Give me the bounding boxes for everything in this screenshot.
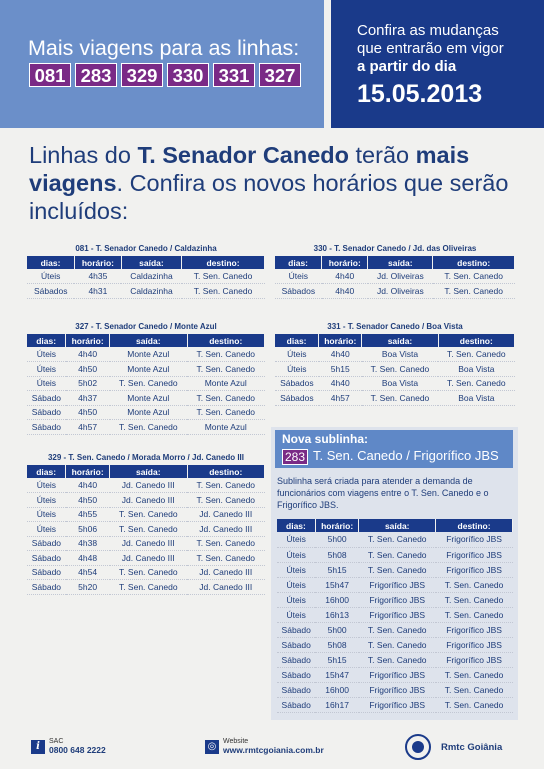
line-chip: 327 [259, 63, 301, 87]
table-cell: Úteis [27, 493, 66, 508]
table-row [277, 652, 513, 667]
table-cell: T. Sen. Canedo [436, 577, 513, 592]
column-header: horário: [74, 256, 121, 269]
table-header-row [275, 256, 515, 269]
table-cell: 15h47 [315, 577, 358, 592]
schedule-grid [27, 256, 265, 299]
column-header: destino: [436, 519, 513, 532]
notice-line-1: Confira as mudanças [357, 22, 499, 39]
table-cell: Úteis [277, 547, 315, 562]
table-cell: 16h13 [315, 607, 358, 622]
schedule-table-331 [275, 322, 515, 406]
table-row [27, 551, 265, 566]
brand-name: Rmtc Goiânia [441, 741, 503, 753]
column-header: horário: [66, 334, 110, 347]
table-cell: T. Sen. Canedo [359, 622, 436, 637]
table-cell: Frigorífico JBS [359, 697, 436, 712]
rmtc-logo-icon [405, 734, 431, 760]
table-row [275, 376, 515, 391]
table-caption: 330 - T. Senador Canedo / Jd. das Oliveiras [313, 244, 477, 253]
table-row [277, 637, 513, 652]
column-header: destino: [438, 334, 514, 347]
table-row [27, 493, 265, 508]
nova-sublinha-banner [275, 430, 513, 468]
table-cell: Sábado [27, 391, 66, 406]
table-cell: 4h55 [66, 507, 110, 522]
table-header-row [27, 256, 265, 269]
table-cell: 4h40 [319, 347, 362, 362]
table-cell: T. Sen. Canedo [438, 376, 514, 391]
table-cell: Frigorífico JBS [436, 532, 513, 547]
table-cell: Boa Vista [362, 347, 438, 362]
table-cell: T. Sen. Canedo [187, 536, 265, 551]
table-cell: Úteis [27, 507, 66, 522]
table-cell: Sábado [27, 536, 66, 551]
table-cell: T. Sen. Canedo [359, 637, 436, 652]
table-cell: Caldazinha [121, 284, 181, 299]
table-row [27, 376, 265, 391]
table-cell: Jd. Canedo III [187, 522, 265, 537]
sac-label: SAC [49, 738, 64, 745]
table-header-row [27, 465, 265, 478]
website-label: Website [223, 738, 249, 745]
schedule-table-283 [277, 519, 513, 713]
table-cell: 5h15 [315, 652, 358, 667]
table-cell: 5h08 [315, 637, 358, 652]
line-chip: 331 [213, 63, 255, 87]
column-header: destino: [433, 256, 515, 269]
line-chips [29, 63, 301, 87]
table-cell: Frigorífico JBS [359, 577, 436, 592]
table-row [275, 391, 515, 406]
schedule-table-081 [27, 244, 265, 299]
table-cell: Boa Vista [362, 376, 438, 391]
table-cell: T. Sen. Canedo [359, 652, 436, 667]
line-chip: 283 [75, 63, 117, 87]
table-row [277, 622, 513, 637]
table-cell: Sábado [277, 652, 315, 667]
column-header: destino: [187, 334, 265, 347]
table-cell: Jd. Canedo III [110, 493, 187, 508]
table-row [27, 362, 265, 377]
table-cell: 5h00 [315, 532, 358, 547]
headline-part: . Confira os novos horários que serão incluídos: [29, 170, 509, 224]
table-row [277, 682, 513, 697]
table-cell: T. Sen. Canedo [110, 580, 187, 595]
table-cell: T. Sen. Canedo [187, 478, 265, 493]
table-cell: Monte Azul [110, 405, 187, 420]
website-url[interactable]: www.rmtcgoiania.com.br [223, 745, 324, 755]
headline-part: terão [349, 142, 416, 168]
header-banner [0, 0, 544, 128]
table-cell: 4h57 [66, 420, 110, 435]
table-cell: Frigorífico JBS [436, 652, 513, 667]
schedule-grid [27, 334, 265, 435]
table-cell: Úteis [277, 607, 315, 622]
table-cell: T. Sen. Canedo [187, 391, 265, 406]
table-row [277, 532, 513, 547]
column-header: destino: [187, 465, 265, 478]
table-row [27, 522, 265, 537]
table-cell: T. Sen. Canedo [436, 682, 513, 697]
sac-phone: 0800 648 2222 [49, 745, 106, 755]
table-cell: Úteis [27, 362, 66, 377]
table-cell: Monte Azul [187, 376, 265, 391]
table-cell: 5h15 [315, 562, 358, 577]
table-row [27, 478, 265, 493]
headline-bold: mais viagens [29, 142, 470, 196]
header-right-panel [331, 0, 544, 128]
table-row [27, 347, 265, 362]
table-cell: Úteis [277, 592, 315, 607]
table-cell: T. Sen. Canedo [436, 607, 513, 622]
column-header: destino: [182, 256, 265, 269]
nova-sublinha-title: Nova sublinha: [282, 432, 369, 446]
table-cell: 4h50 [66, 493, 110, 508]
column-header: saída: [110, 334, 187, 347]
table-cell: 5h06 [66, 522, 110, 537]
table-cell: Úteis [277, 577, 315, 592]
table-cell: Frigorífico JBS [359, 592, 436, 607]
table-cell: Úteis [275, 347, 319, 362]
table-cell: T. Sen. Canedo [438, 347, 514, 362]
column-header: horário: [319, 334, 362, 347]
table-cell: Monte Azul [110, 391, 187, 406]
column-header: saída: [121, 256, 181, 269]
table-cell: T. Sen. Canedo [436, 697, 513, 712]
table-cell: Úteis [27, 478, 66, 493]
line-chip: 330 [167, 63, 209, 87]
table-cell: T. Sen. Canedo [359, 532, 436, 547]
footer-sac [31, 738, 106, 755]
table-cell: Jd. Canedo III [110, 478, 187, 493]
table-row [275, 347, 515, 362]
table-cell: Frigorífico JBS [359, 607, 436, 622]
table-cell: 4h54 [66, 565, 110, 580]
column-header: dias: [277, 519, 315, 532]
table-cell: Sábado [277, 682, 315, 697]
table-cell: Boa Vista [438, 391, 514, 406]
notice-line-2: que entrarão em vigor [357, 40, 504, 57]
table-cell: Úteis [277, 562, 315, 577]
table-cell: Jd. Canedo III [110, 551, 187, 566]
table-cell: T. Sen. Canedo [433, 284, 515, 299]
schedule-grid [27, 465, 265, 595]
table-header-row [277, 519, 513, 532]
table-cell: Jd. Canedo III [187, 507, 265, 522]
table-cell: 16h17 [315, 697, 358, 712]
table-cell: T. Sen. Canedo [359, 547, 436, 562]
table-row [27, 269, 265, 284]
table-cell: T. Sen. Canedo [187, 405, 265, 420]
headline-bold: T. Senador Canedo [137, 142, 349, 168]
table-cell: Monte Azul [110, 347, 187, 362]
table-row [277, 547, 513, 562]
table-header-row [275, 334, 515, 347]
table-cell: Caldazinha [121, 269, 181, 284]
notice-line-3: a partir do dia [357, 58, 457, 75]
table-cell: Sábados [275, 284, 322, 299]
table-cell: Monte Azul [187, 420, 265, 435]
schedule-table-330 [275, 244, 515, 299]
globe-icon: ◎ [205, 740, 219, 754]
table-row [27, 405, 265, 420]
table-cell: Frigorífico JBS [359, 682, 436, 697]
table-cell: Sábado [277, 622, 315, 637]
column-header: saída: [110, 465, 187, 478]
table-cell: Frigorífico JBS [436, 622, 513, 637]
table-row [275, 284, 515, 299]
table-cell: Úteis [277, 532, 315, 547]
table-cell: T. Sen. Canedo [187, 362, 265, 377]
column-header: dias: [275, 334, 319, 347]
table-cell: Sábado [27, 580, 66, 595]
table-caption: 331 - T. Senador Canedo / Boa Vista [327, 322, 463, 331]
table-row [275, 269, 515, 284]
table-cell: Úteis [27, 347, 66, 362]
table-cell: Sábados [275, 391, 319, 406]
table-cell: 4h40 [319, 376, 362, 391]
table-row [277, 697, 513, 712]
table-cell: 5h00 [315, 622, 358, 637]
table-cell: Monte Azul [110, 362, 187, 377]
table-cell: T. Sen. Canedo [436, 592, 513, 607]
headline-part: Linhas do [29, 142, 138, 168]
table-row [277, 577, 513, 592]
table-cell: Jd. Canedo III [187, 580, 265, 595]
table-cell: 4h50 [66, 362, 110, 377]
table-cell: 4h40 [66, 347, 110, 362]
table-cell: 4h38 [66, 536, 110, 551]
table-cell: T. Sen. Canedo [436, 667, 513, 682]
column-header: horário: [322, 256, 368, 269]
column-header: horário: [66, 465, 110, 478]
table-cell: 5h02 [66, 376, 110, 391]
table-row [27, 507, 265, 522]
table-cell: 16h00 [315, 592, 358, 607]
table-cell: T. Sen. Canedo [433, 269, 515, 284]
table-cell: Sábado [277, 697, 315, 712]
page-headline [29, 141, 529, 225]
column-header: saída: [362, 334, 438, 347]
table-cell: 4h48 [66, 551, 110, 566]
column-header: dias: [275, 256, 322, 269]
schedule-grid [277, 519, 513, 713]
nova-sublinha-description: Sublinha será criada para atender a demanda de funcionários com viagens entre o T. Sen. Canedo e o Frigorífico JBS. [277, 476, 489, 510]
table-row [277, 562, 513, 577]
table-cell: 4h37 [66, 391, 110, 406]
table-cell: 4h35 [74, 269, 121, 284]
table-cell: Úteis [275, 269, 322, 284]
table-cell: 4h50 [66, 405, 110, 420]
table-row [277, 667, 513, 682]
schedule-table-329 [27, 453, 265, 595]
schedule-table-327 [27, 322, 265, 435]
table-cell: 4h40 [322, 284, 368, 299]
table-cell: Úteis [27, 269, 74, 284]
table-caption: 329 - T. Sen. Canedo / Morada Morro / Jd. Canedo III [47, 453, 245, 462]
table-cell: 5h20 [66, 580, 110, 595]
header-title: Mais viagens para as linhas: [28, 36, 300, 60]
table-cell: Sábado [27, 405, 66, 420]
table-cell: 5h08 [315, 547, 358, 562]
table-cell: T. Sen. Canedo [110, 507, 187, 522]
table-cell: T. Sen. Canedo [110, 565, 187, 580]
table-cell: Frigorífico JBS [436, 547, 513, 562]
table-caption: 081 - T. Senador Canedo / Caldazinha [75, 244, 217, 253]
table-cell: 16h00 [315, 682, 358, 697]
table-cell: 5h15 [319, 362, 362, 377]
table-cell: T. Sen. Canedo [187, 347, 265, 362]
table-cell: Sábados [27, 284, 74, 299]
column-header: saída: [368, 256, 433, 269]
table-header-row [27, 334, 265, 347]
table-row [27, 536, 265, 551]
table-cell: T. Sen. Canedo [187, 493, 265, 508]
table-cell: 4h40 [322, 269, 368, 284]
table-cell: Boa Vista [438, 362, 514, 377]
table-cell: Frigorífico JBS [359, 667, 436, 682]
table-cell: Jd. Oliveiras [368, 269, 433, 284]
table-cell: T. Sen. Canedo [182, 269, 265, 284]
table-row [27, 420, 265, 435]
table-cell: 4h31 [74, 284, 121, 299]
table-cell: T. Sen. Canedo [187, 551, 265, 566]
table-cell: T. Sen. Canedo [110, 522, 187, 537]
table-cell: T. Sen. Canedo [110, 376, 187, 391]
table-cell: T. Sen. Canedo [110, 420, 187, 435]
table-cell: Sábado [27, 565, 66, 580]
table-row [275, 362, 515, 377]
table-cell: Úteis [275, 362, 319, 377]
table-cell: 15h47 [315, 667, 358, 682]
line-chip: 081 [29, 63, 71, 87]
table-row [277, 592, 513, 607]
table-cell: Sábado [277, 667, 315, 682]
table-row [277, 607, 513, 622]
column-header: dias: [27, 256, 74, 269]
info-icon: i [31, 740, 45, 754]
table-cell: Jd. Canedo III [110, 536, 187, 551]
column-header: dias: [27, 334, 66, 347]
table-cell: Frigorífico JBS [436, 637, 513, 652]
table-cell: Sábado [27, 420, 66, 435]
column-header: saída: [359, 519, 436, 532]
header-left-panel [0, 0, 324, 128]
table-cell: Úteis [27, 376, 66, 391]
table-cell: T. Sen. Canedo [359, 562, 436, 577]
line-chip: 329 [121, 63, 163, 87]
effective-date: 15.05.2013 [357, 80, 483, 108]
table-cell: 4h40 [66, 478, 110, 493]
nova-sublinha-number: 283 [282, 449, 308, 465]
table-cell: Sábado [27, 551, 66, 566]
table-cell: T. Sen. Canedo [182, 284, 265, 299]
table-cell: Sábados [275, 376, 319, 391]
table-row [27, 391, 265, 406]
column-header: dias: [27, 465, 66, 478]
nova-sublinha-name: T. Sen. Canedo / Frigorífico JBS [313, 448, 499, 463]
footer-brand [405, 734, 502, 760]
table-cell: Jd. Oliveiras [368, 284, 433, 299]
table-cell: Frigorífico JBS [436, 562, 513, 577]
table-cell: Sábado [277, 637, 315, 652]
table-cell: 4h57 [319, 391, 362, 406]
table-caption: 327 - T. Senador Canedo / Monte Azul [75, 322, 217, 331]
schedule-grid [275, 256, 515, 299]
table-cell: Jd. Canedo III [187, 565, 265, 580]
table-cell: T. Sen. Canedo [362, 362, 438, 377]
footer-website [205, 738, 324, 755]
schedule-grid [275, 334, 515, 406]
column-header: horário: [315, 519, 358, 532]
table-row [27, 565, 265, 580]
table-cell: T. Sen. Canedo [362, 391, 438, 406]
table-cell: Úteis [27, 522, 66, 537]
table-row [27, 284, 265, 299]
table-row [27, 580, 265, 595]
footer [0, 730, 544, 769]
